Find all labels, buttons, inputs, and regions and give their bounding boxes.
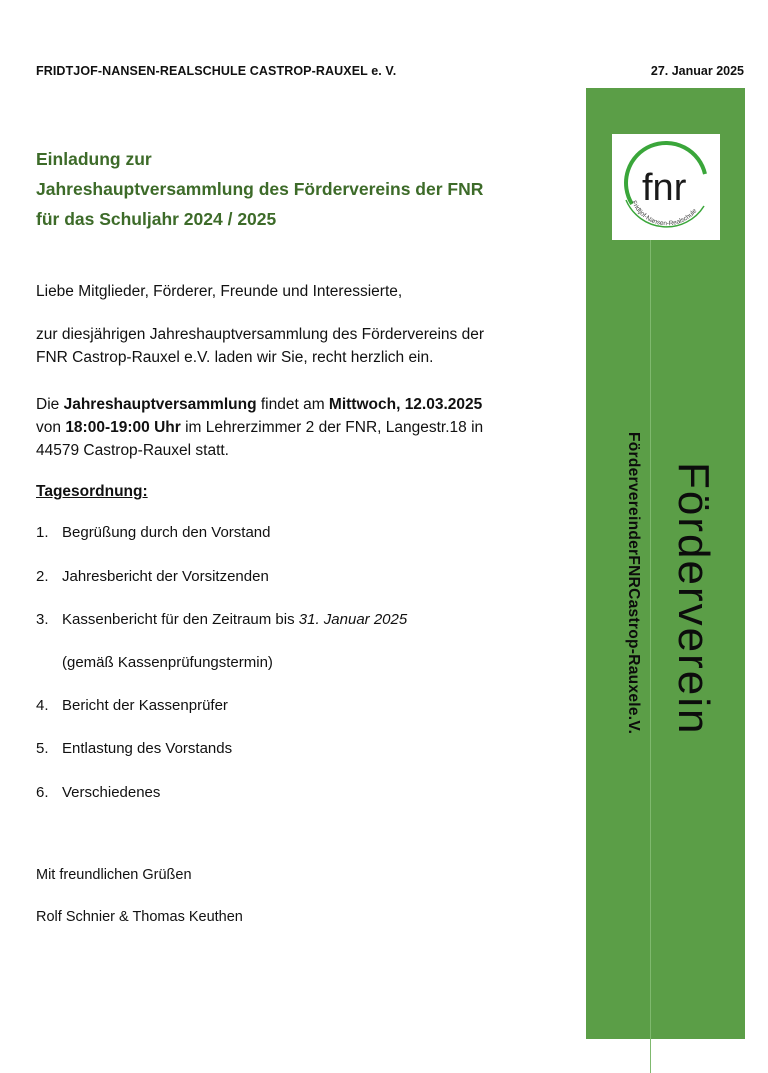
invitation-title [36, 144, 483, 234]
intro-line-2: FNR Castrop-Rauxel e.V. laden wir Sie, recht herzlich ein. [36, 349, 434, 366]
title-line-2: Jahreshauptversammlung des Fördervereins der FNR [36, 179, 484, 199]
sidebar-divider [650, 238, 651, 1073]
school-name: FRIDTJOF-NANSEN-REALSCHULE CASTROP-RAUXEL e. V. [36, 64, 397, 78]
title-line-3: für das Schuljahr 2024 / 2025 [36, 209, 277, 229]
logo-letters: fnr [642, 167, 687, 209]
intro-line-1: zur diesjährigen Jahreshauptversammlung des Fördervereins der [36, 326, 485, 343]
signers: Rolf Schnier & Thomas Keuthen [36, 909, 243, 925]
meeting-line-2: von 18:00-19:00 Uhr im Lehrerzimmer 2 der FNR, Langestr.18 in [36, 419, 484, 436]
meeting-line-1: Die Jahreshauptversammlung findet am Mittwoch, 12.03.2025 [36, 396, 483, 413]
closing-regards: Mit freundlichen Grüßen [36, 867, 192, 883]
meeting-paragraph [36, 393, 483, 462]
vertical-title: Förderverein [669, 462, 718, 736]
agenda-item: 3. Kassenbericht für den Zeitraum bis 31. Januar 2025 [36, 611, 408, 628]
meeting-line-3: 44579 Castrop-Rauxel statt. [36, 442, 229, 459]
vertical-association-name: FördervereinderFNRCastrop-Rauxele.V. [625, 432, 642, 735]
greeting: Liebe Mitglieder, Förderer, Freunde und Interessierte, [36, 283, 403, 300]
title-line-1: Einladung zur [36, 149, 152, 169]
agenda-item-note: (gemäß Kassenprüfungstermin) [62, 654, 273, 671]
agenda-heading: Tagesordnung: [36, 483, 148, 500]
agenda-item: 6. Verschiedenes [36, 784, 161, 801]
fnr-logo [612, 134, 720, 240]
agenda-item: 5. Entlastung des Vorstands [36, 740, 233, 757]
sidebar-band [586, 88, 745, 1039]
logo-ring-text: Fridtjof-Nansen-Realschule [629, 199, 699, 228]
agenda-item: 4. Bericht der Kassenprüfer [36, 697, 228, 714]
intro-paragraph [36, 323, 484, 369]
agenda-item: 2. Jahresbericht der Vorsitzenden [36, 568, 269, 585]
agenda-item: 1. Begrüßung durch den Vorstand [36, 524, 271, 541]
document-date: 27. Januar 2025 [650, 64, 744, 78]
